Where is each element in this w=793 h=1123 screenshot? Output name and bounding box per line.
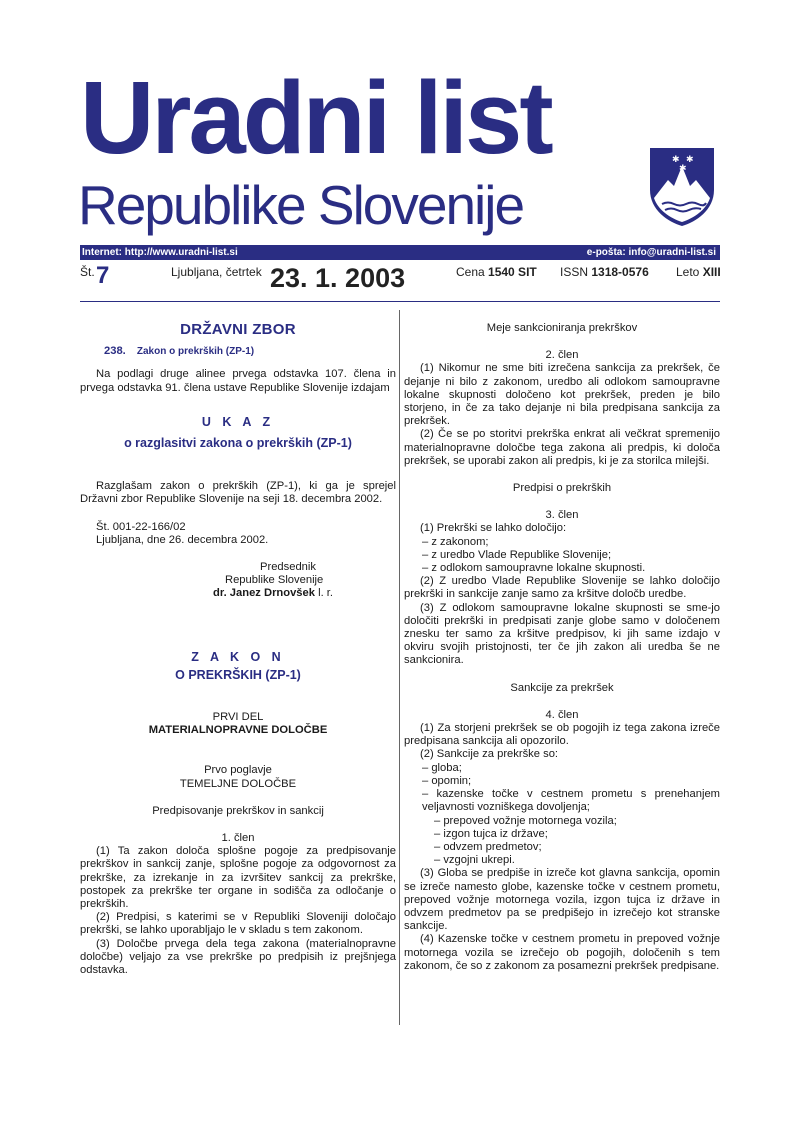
president-signature <box>80 587 396 600</box>
contact-bar <box>80 245 720 260</box>
article-1-paragraph-3: (3) Določbe prvega dela tega zakona (materialnopravne določbe) veljajo za vse prekrške po predpisih iz prejšnjega odstavka. <box>80 937 396 977</box>
act-number: 238. <box>104 345 126 358</box>
article-4-heading: 4. člen <box>545 708 579 721</box>
subheading-meje: Meje sankcioniranja prekrškov <box>486 322 638 334</box>
ukaz-subtitle: o razglasitvi zakona o prekrških (ZP-1) <box>124 436 352 451</box>
president-title-1: Predsednik <box>260 561 316 574</box>
right-column <box>404 318 720 973</box>
article-4-list-item-5: – izgon tujca iz države; <box>434 827 548 840</box>
slovenia-coat-of-arms-icon <box>648 146 716 228</box>
subheading-predpisovanje: Predpisovanje prekrškov in sankcij <box>152 804 324 817</box>
intro-text: Na podlagi druge alinee prvega odstavka 107. člena in prvega odstavka 91. člena ustave Republike Slovenije izdajam <box>80 368 396 394</box>
article-4-paragraph-3: (3) Globa se predpiše in izreče kot glavna sankcija, opomin se izreče namesto globe, kazenske točke v cestnem prometu, prepoved vožnje motornega vozila, izgon tujca iz države in odvzem predmetov pa se predpišejo in izrečejo kot stranske sankcije. <box>404 867 720 933</box>
svg-text:✱: ✱ <box>679 164 687 174</box>
price <box>456 264 537 280</box>
year-label: Leto <box>676 265 700 279</box>
subheading-predpisi: Predpisi o prekrških <box>512 482 612 495</box>
section-title: DRŽAVNI ZBOR <box>180 321 296 338</box>
article-4-list-item-1: – globa; <box>422 761 462 774</box>
president-title-2: Republike Slovenije <box>225 574 324 587</box>
email-link[interactable]: e-pošta: info@uradni-list.si <box>586 247 716 258</box>
masthead-subtitle: Republike Slovenije <box>78 174 524 236</box>
article-4-list-item-6: – odvzem predmetov; <box>434 840 542 853</box>
issn-label: ISSN <box>560 265 589 279</box>
svg-text:✱: ✱ <box>672 155 680 165</box>
chapter-title: TEMELJNE DOLOČBE <box>179 777 297 790</box>
header-divider <box>80 301 720 302</box>
article-4-paragraph-1: (1) Za storjeni prekršek se ob pogojih iz tega zakona izreče predpisana sankcija ali opozorilo. <box>404 722 720 748</box>
president-name: dr. Janez Drnovšek <box>213 587 315 600</box>
zakon-title: Z A K O N <box>191 649 285 664</box>
article-3-list-item-3: – z odlokom samoupravne lokalne skupnosti. <box>422 562 646 575</box>
president-suffix: l. r. <box>314 587 334 600</box>
place-day: Ljubljana, četrtek <box>171 265 262 279</box>
article-3-list-item-1: – z zakonom; <box>422 535 489 548</box>
article-3-paragraph-2: (2) Z uredbo Vlade Republike Slovenije se lahko določijo prekrški in sankcije zanje samo za kršitve določb uredbe. <box>404 575 720 601</box>
document-date: Ljubljana, dne 26. decembra 2002. <box>96 533 269 546</box>
year-value: XIII <box>702 265 721 279</box>
issue-date: 23. 1. 2003 <box>270 263 406 293</box>
price-label: Cena <box>456 265 485 279</box>
article-4-paragraph-4: (4) Kazenske točke v cestnem prometu in prepoved vožnje motornega vozila se izrečejo ob pogojih, določenih s tem zakonom, če so z zakonom za posamezni prekršek predpisane. <box>404 933 720 972</box>
price-value: 1540 SIT <box>488 265 537 279</box>
razglasam-text: Razglašam zakon o prekrških (ZP-1), ki ga je sprejel Državni zbor Republike Slovenije na seji 18. decembra 2002. <box>80 480 396 506</box>
article-3-paragraph-1: (1) Prekrški se lahko določijo: <box>420 522 567 535</box>
zakon-subtitle: O PREKRŠKIH (ZP-1) <box>175 667 301 682</box>
article-4-list-item-3: – kazenske točke v cestnem prometu s prenehanjem veljavnosti vozniškega dovoljenja; <box>422 788 720 814</box>
masthead-title: Uradni list <box>80 60 551 175</box>
issn-value: 1318-0576 <box>591 265 649 279</box>
issue-label: Št. <box>80 265 95 279</box>
column-divider <box>399 310 400 1025</box>
article-3-heading: 3. člen <box>545 509 579 522</box>
article-4-paragraph-2: (2) Sankcije za prekrške so: <box>420 748 559 761</box>
act-title: Zakon o prekrških (ZP-1) <box>136 346 255 358</box>
year <box>676 264 721 280</box>
article-3-list-item-2: – z uredbo Vlade Republike Slovenije; <box>422 548 612 561</box>
article-4-list-item-7: – vzgojni ukrepi. <box>434 854 515 867</box>
part-label: PRVI DEL <box>212 711 264 724</box>
article-2-heading: 2. člen <box>545 349 579 362</box>
internet-link[interactable]: Internet: http://www.uradni-list.si <box>82 247 238 258</box>
article-1-heading: 1. člen <box>221 832 255 845</box>
subheading-sankcije: Sankcije za prekršek <box>510 681 614 694</box>
article-1-paragraph-2: (2) Predpisi, s katerimi se v Republiki Sloveniji določajo prekrški, se lahko uporabljajo le v skladu s tem zakonom. <box>80 911 396 937</box>
article-1-paragraph-1: (1) Ta zakon določa splošne pogoje za predpisovanje prekrškov in sankcij zanje, splošne pogoje za odgovornost za prekrške, za izrekanje in za izvršitev sankcij za prekrške, postopek za prekrške ter organe in sodišča za odločanje o prekrških. <box>80 845 396 911</box>
article-4-list-item-4: – prepoved vožnje motornega vozila; <box>434 814 617 827</box>
chapter-label: Prvo poglavje <box>204 764 272 777</box>
article-2-paragraph-1: (1) Nikomur ne sme biti izrečena sankcija za prekršek, če dejanje ni bilo z zakonom, uredbo ali odlokom samoupravne lokalne skupnosti določeno kot prekršek, preden je bilo storjeno, in če za tako dejanje ni bila predpisana sankcija za prekršek. <box>404 362 720 428</box>
left-column <box>80 318 396 977</box>
issue-number: 7 <box>96 262 110 289</box>
issn <box>560 264 649 280</box>
ukaz-title: U K A Z <box>201 414 275 429</box>
article-2-paragraph-2: (2) Če se po storitvi prekrška enkrat ali večkrat spremenijo materialnopravne določbe tega zakona ali predpis, ki določa prekršek, se uporabi zakon ali predpis, ki je za storilca milejši. <box>404 428 720 467</box>
part-title: MATERIALNOPRAVNE DOLOČBE <box>148 724 328 737</box>
act-heading <box>80 345 396 358</box>
svg-text:✱: ✱ <box>686 155 694 165</box>
document-number: Št. 001-22-166/02 <box>96 520 186 533</box>
article-4-list-item-2: – opomin; <box>422 774 472 787</box>
article-3-paragraph-3: (3) Z odlokom samoupravne lokalne skupnosti se sme-jo določiti prekrški in predpisati zanje globe samo v določenem znesku ter samo za kršitve predpisov, ki jih same izdajo v okviru svojih pristojnosti, ter če jih zakon ali uredba še ne sankcionira. <box>404 601 720 667</box>
